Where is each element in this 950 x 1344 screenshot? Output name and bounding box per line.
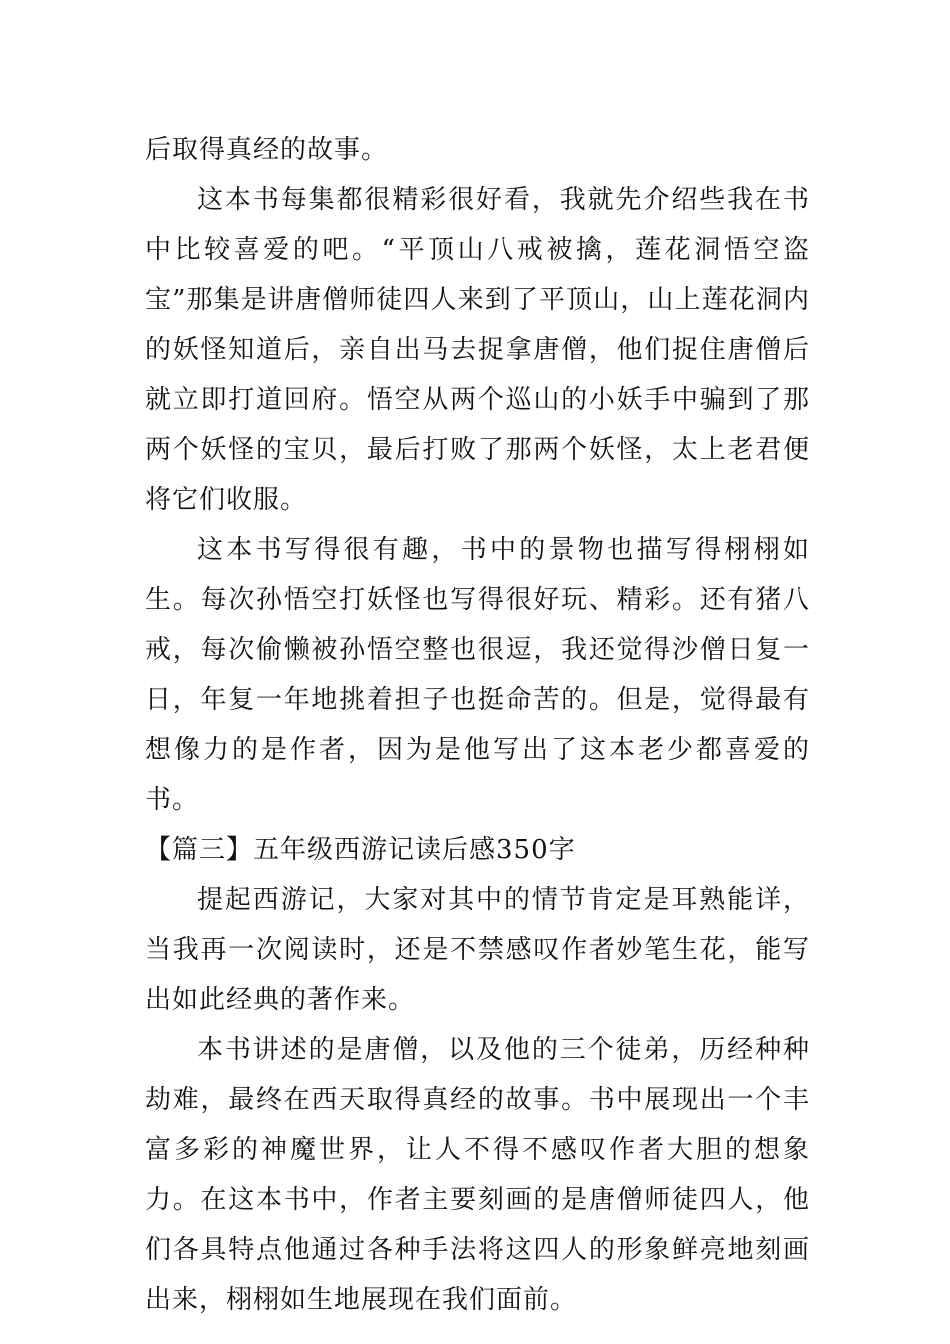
section-heading: 【篇三】五年级西游记读后感350字 bbox=[145, 835, 576, 865]
paragraph-favorite-episode: 这本书每集都很精彩很好看，我就先介绍些我在书中比较喜爱的吧。“平顶山八戒被擒，莲花洞悟空盗宝”那集是讲唐僧师徒四人来到了平顶山，山上莲花洞内的妖怪知道后，亲自出马去捉拿唐僧，他们捉住唐僧后就立即打道回府。悟空从两个巡山的小妖手中骗到了那两个妖怪的宝贝，最后打败了那两个妖怪，太上老君便将它们收服。 bbox=[145, 185, 810, 515]
document-page bbox=[145, 125, 810, 1325]
paragraph-interesting-book: 这本书写得很有趣，书中的景物也描写得栩栩如生。每次孙悟空打妖怪也写得很好玩、精彩。还有猪八戒，每次偷懒被孙悟空整也很逗，我还觉得沙僧日复一日，年复一年地挑着担子也挺命苦的。但是，觉得最有想像力的是作者，因为是他写出了这本老少都喜爱的书。 bbox=[145, 535, 810, 815]
paragraph-continuation: 后取得真经的故事。 bbox=[145, 135, 389, 165]
paragraph-story-summary: 本书讲述的是唐僧，以及他的三个徒弟，历经种种劫难，最终在西天取得真经的故事。书中展现出一个丰富多彩的神魔世界，让人不得不感叹作者大胆的想象力。在这本书中，作者主要刻画的是唐僧师徒四人，他们各具特点他通过各种手法将这四人的形象鲜亮地刻画出来，栩栩如生地展现在我们面前。 bbox=[145, 1035, 810, 1315]
paragraph-intro: 提起西游记，大家对其中的情节肯定是耳熟能详，当我再一次阅读时，还是不禁感叹作者妙笔生花，能写出如此经典的著作来。 bbox=[145, 885, 810, 1015]
